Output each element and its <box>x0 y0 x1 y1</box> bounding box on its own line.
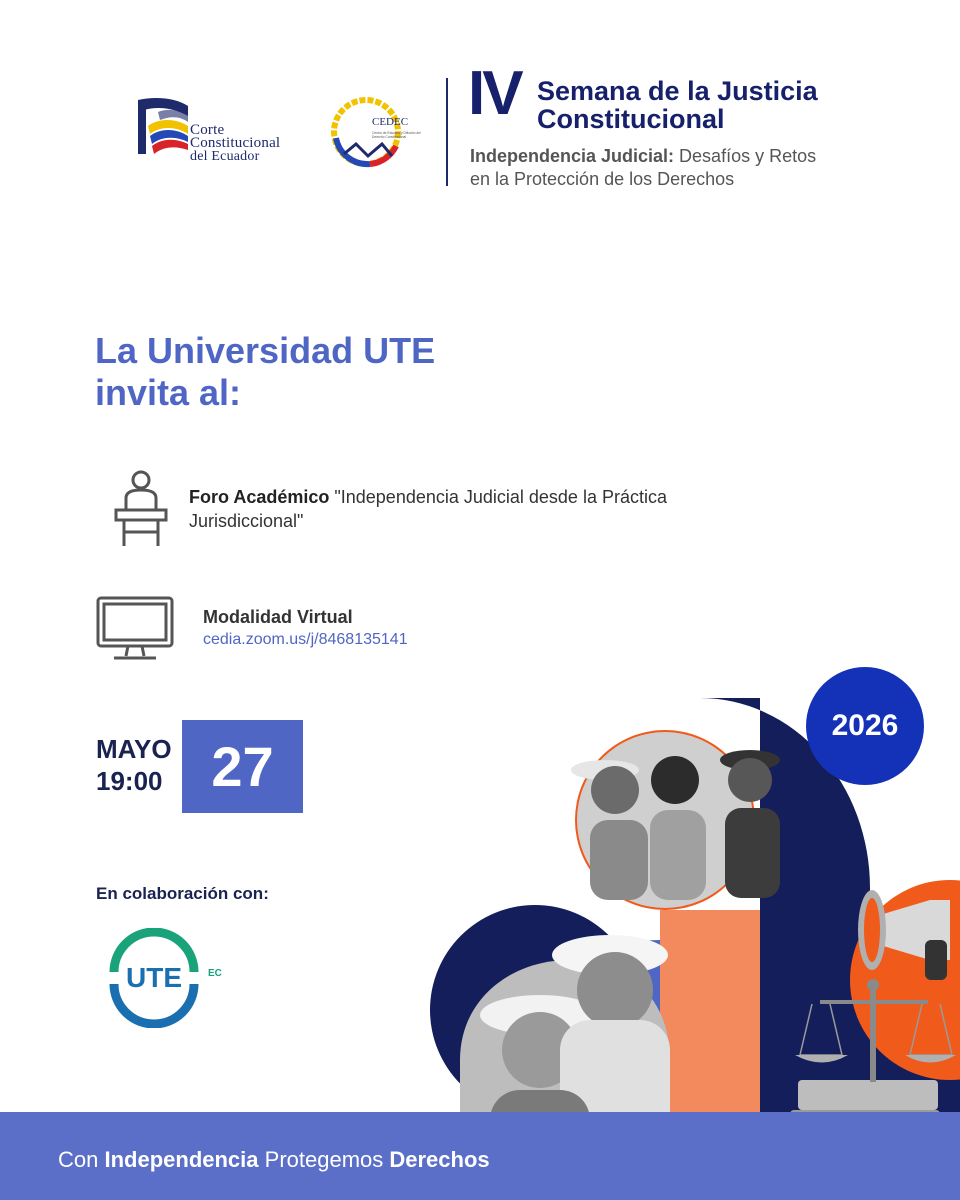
event-theme-line2: en la Protección de los Derechos <box>470 169 735 189</box>
forum-title: "Independencia Judicial desde la Práctica Jurisdiccional" <box>189 487 667 531</box>
event-year: 2026 <box>831 709 899 742</box>
header-divider <box>446 78 448 186</box>
footer-part2: Protegemos <box>258 1147 390 1172</box>
event-edition-numeral: IV <box>468 59 521 128</box>
event-title <box>537 77 818 133</box>
ute-logo <box>106 928 236 1028</box>
modality-label: Modalidad Virtual <box>203 607 353 627</box>
collaboration-label: En colaboración con: <box>96 884 269 903</box>
cedec-name: CEDEC <box>372 116 409 128</box>
ute-logo-text: UTE <box>126 962 182 993</box>
event-theme <box>470 145 816 191</box>
event-theme-rest: Desafíos y Retos <box>674 146 817 166</box>
event-time: 19:00 <box>96 766 163 796</box>
date-day: 27 <box>211 735 274 798</box>
event-theme-bold: Independencia Judicial: <box>470 146 675 166</box>
footer-bold2: Derechos <box>389 1147 490 1172</box>
speaker-podium-icon <box>110 470 170 550</box>
event-title-line1: Semana de la Justicia <box>537 76 818 106</box>
invite-heading <box>95 330 435 414</box>
court-name-line3: del Ecuador <box>190 149 260 164</box>
date-month: MAYO <box>96 734 172 764</box>
court-name-line2: Constitucional <box>190 135 281 151</box>
zoom-link[interactable]: cedia.zoom.us/j/8468135141 <box>203 631 408 648</box>
cedec-subtitle: Centro de Estudios y Difusión del Derecho Constitucional <box>372 131 421 140</box>
date-month-time <box>96 733 172 797</box>
monitor-icon <box>96 596 176 662</box>
footer-part1: Con <box>58 1147 105 1172</box>
court-name <box>190 124 280 163</box>
people-photo <box>571 750 780 900</box>
footer-slogan <box>58 1147 490 1173</box>
event-title-line2: Constitucional <box>537 104 725 134</box>
invite-line2: invita al: <box>95 372 242 413</box>
forum-description <box>189 485 769 533</box>
footer-bold1: Independencia <box>104 1147 259 1172</box>
invite-line1: La Universidad UTE <box>95 330 436 371</box>
ute-logo-suffix: EC <box>208 968 222 979</box>
forum-type: Foro Académico <box>189 487 330 507</box>
court-name-line1: Corte <box>190 122 225 138</box>
